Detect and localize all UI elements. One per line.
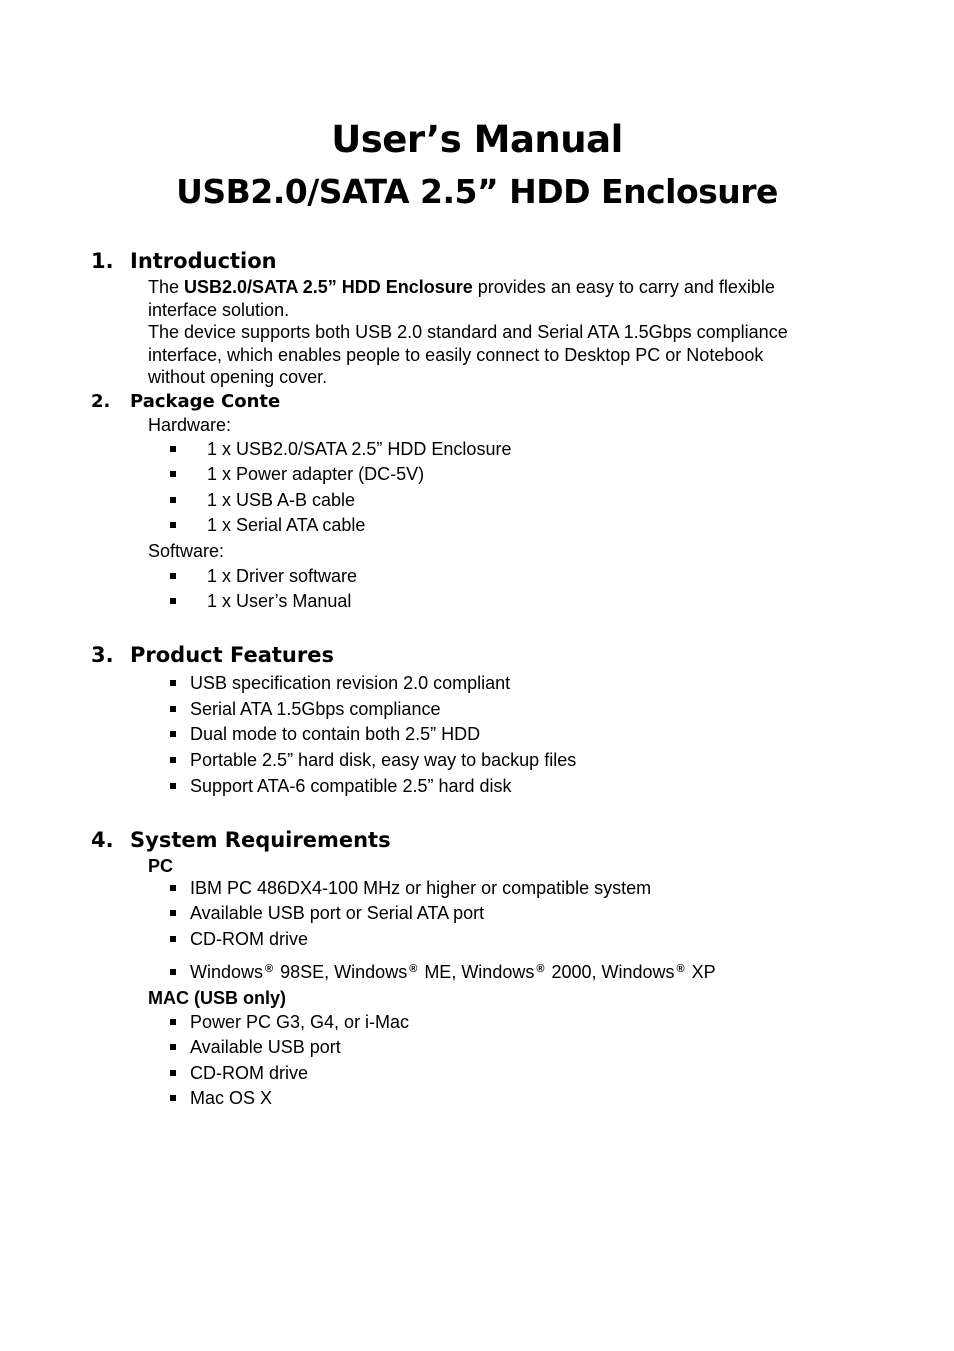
bullet-icon [170,680,176,686]
bullet-icon [170,731,176,737]
list-item: Mac OS X [190,1088,273,1108]
list-item: Support ATA-6 compatible 2.5” hard disk [190,776,512,796]
bullet-icon [170,446,176,452]
section-title: Introduction [130,249,277,273]
intro-paragraph-2 [148,321,788,389]
bullet-icon [170,598,176,604]
bullet-icon [170,1095,176,1101]
bullet-icon [170,1044,176,1050]
intro-product-name: USB2.0/SATA 2.5” HDD Enclosure [184,277,473,297]
bullet-icon [170,910,176,916]
bullet-icon [170,969,176,975]
section-number: 3. [91,643,114,667]
list-item: Available USB port or Serial ATA port [190,903,485,923]
intro-text: without opening cover. [148,367,328,387]
section-title: System Requirements [130,828,391,852]
list-item: Portable 2.5” hard disk, easy way to backup files [190,750,577,770]
page-subtitle: USB2.0/SATA 2.5” HDD Enclosure [176,172,778,211]
bullet-icon [170,936,176,942]
list-item: Power PC G3, G4, or i-Mac [190,1012,410,1032]
list-item: 1 x USB A-B cable [207,490,356,510]
list-item: IBM PC 486DX4-100 MHz or higher or compatible system [190,878,652,898]
registered-mark: ® [676,963,685,975]
hardware-label: Hardware: [148,415,232,435]
list-item: 1 x USB2.0/SATA 2.5” HDD Enclosure [207,439,512,459]
bullet-icon [170,1019,176,1025]
registered-mark: ® [536,963,545,975]
list-item-text: Windows [190,962,264,982]
section-title: Package Conte [130,391,281,412]
registered-mark: ® [265,963,274,975]
section-heading-product-features [91,643,334,667]
list-item-text: XP [686,962,716,982]
bullet-icon [170,522,176,528]
list-item: 1 x User’s Manual [207,591,352,611]
bullet-icon [170,885,176,891]
bullet-icon [170,1070,176,1076]
bullet-icon [170,757,176,763]
bullet-icon [170,497,176,503]
section-number: 1. [91,249,114,273]
section-title: Product Features [130,643,334,667]
bullet-icon [170,783,176,789]
list-item: 1 x Power adapter (DC-5V) [207,464,425,484]
pc-label: PC [148,856,174,876]
list-item-text: 98SE, Windows [275,962,408,982]
list-item-windows [190,962,716,983]
list-item: 1 x Driver software [207,566,358,586]
section-heading-system-requirements [91,828,391,852]
section-heading-package-contents [91,391,280,412]
list-item: CD-ROM drive [190,929,309,949]
intro-paragraph-1 [148,276,775,321]
mac-label: MAC (USB only) [148,988,286,1008]
software-label: Software: [148,541,225,561]
section-number: 2. [91,391,111,412]
intro-text: The device supports both USB 2.0 standard and Serial ATA 1.5Gbps compliance [148,322,788,342]
list-item: Available USB port [190,1037,341,1057]
list-item: Serial ATA 1.5Gbps compliance [190,699,441,719]
list-item-text: 2000, Windows [546,962,675,982]
list-item: USB specification revision 2.0 compliant [190,673,511,693]
section-heading-introduction [91,249,277,273]
section-number: 4. [91,828,114,852]
list-item: Dual mode to contain both 2.5” HDD [190,724,481,744]
bullet-icon [170,471,176,477]
page-title: User’s Manual [331,118,623,161]
list-item: CD-ROM drive [190,1063,309,1083]
list-item-text: ME, Windows [419,962,535,982]
intro-text: The [148,277,185,297]
bullet-icon [170,573,176,579]
registered-mark: ® [409,963,418,975]
intro-text: interface solution. [148,299,290,320]
bullet-icon [170,706,176,712]
list-item: 1 x Serial ATA cable [207,515,366,535]
intro-text: provides an easy to carry and flexible [472,277,775,297]
intro-text: interface, which enables people to easily connect to Desktop PC or Notebook [148,344,764,365]
